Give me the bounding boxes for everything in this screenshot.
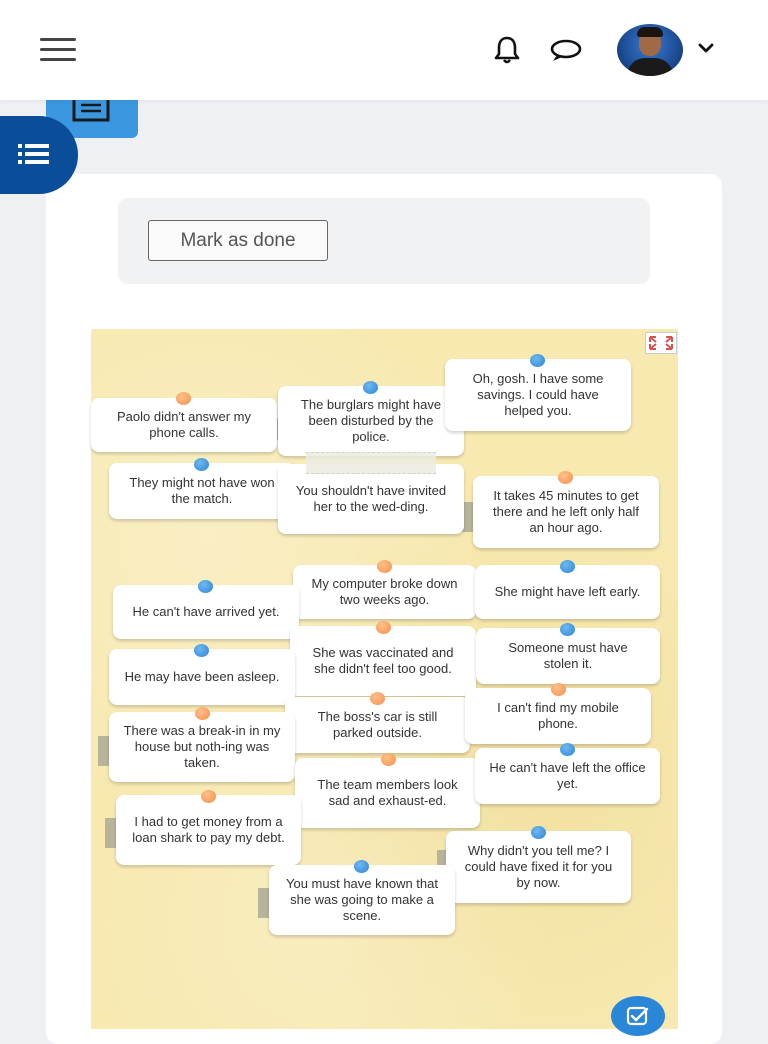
pin-icon — [176, 392, 191, 405]
sentence-card[interactable]: You shouldn't have invited her to the wed-ding. — [278, 464, 464, 534]
sentence-card[interactable]: You must have known that she was going to make a scene. — [269, 865, 455, 935]
bell-icon[interactable] — [490, 34, 524, 66]
pin-icon — [194, 458, 209, 471]
list-icon — [18, 142, 50, 166]
mark-as-done-button[interactable]: Mark as done — [148, 220, 328, 261]
pin-icon — [551, 683, 566, 696]
pin-icon — [194, 644, 209, 657]
sentence-card[interactable]: It takes 45 minutes to get there and he left only half an hour ago. — [473, 476, 659, 548]
sentence-card[interactable]: Paolo didn't answer my phone calls. — [91, 398, 277, 452]
sentence-card[interactable]: There was a break-in in my house but noth-ing was taken. — [109, 712, 295, 782]
pin-icon — [560, 623, 575, 636]
sentence-card[interactable]: She might have left early. — [475, 565, 660, 619]
sentence-card[interactable]: They might not have won the match. — [109, 463, 295, 519]
top-header — [0, 0, 768, 100]
pin-icon — [370, 692, 385, 705]
pin-icon — [531, 826, 546, 839]
activity-list-button[interactable] — [0, 116, 78, 194]
sentence-card[interactable]: The burglars might have been disturbed by the police. — [278, 386, 464, 456]
pin-icon — [558, 471, 573, 484]
pin-icon — [198, 580, 213, 593]
sentence-card[interactable]: He may have been asleep. — [109, 649, 295, 705]
check-icon — [626, 1006, 650, 1026]
chevron-down-icon[interactable] — [697, 40, 715, 56]
sentence-card[interactable]: I had to get money from a loan shark to pay my debt. — [116, 795, 301, 865]
check-button[interactable] — [611, 996, 665, 1036]
pin-icon — [354, 860, 369, 873]
hamburger-icon[interactable] — [40, 36, 78, 64]
pin-icon — [195, 707, 210, 720]
sentence-card[interactable]: The team members look sad and exhaust-ed. — [295, 758, 480, 828]
sentence-card[interactable]: I can't find my mobile phone. — [465, 688, 651, 744]
pin-icon — [376, 621, 391, 634]
pin-icon — [377, 560, 392, 573]
chat-bubble-icon[interactable] — [548, 34, 582, 66]
sentence-card[interactable]: My computer broke down two weeks ago. — [293, 565, 476, 619]
tape-strip — [306, 452, 436, 474]
pin-icon — [363, 381, 378, 394]
sentence-card[interactable]: He can't have arrived yet. — [113, 585, 299, 639]
sentence-card[interactable]: Someone must have stolen it. — [476, 628, 660, 684]
sentence-card[interactable]: Oh, gosh. I have some savings. I could have helped you. — [445, 359, 631, 431]
pin-icon — [381, 753, 396, 766]
pin-icon — [560, 560, 575, 573]
sentence-card[interactable]: Why didn't you tell me? I could have fixed it for you by now. — [446, 831, 631, 903]
user-avatar[interactable] — [617, 24, 683, 76]
pin-icon — [201, 790, 216, 803]
pin-icon — [560, 743, 575, 756]
pin-icon — [530, 354, 545, 367]
fullscreen-icon[interactable] — [645, 332, 677, 354]
sentence-card[interactable]: The boss's car is still parked outside. — [285, 697, 470, 753]
sentence-card[interactable]: He can't have left the office yet. — [475, 748, 660, 804]
sentence-card[interactable]: She was vaccinated and she didn't feel too good. — [290, 626, 476, 696]
